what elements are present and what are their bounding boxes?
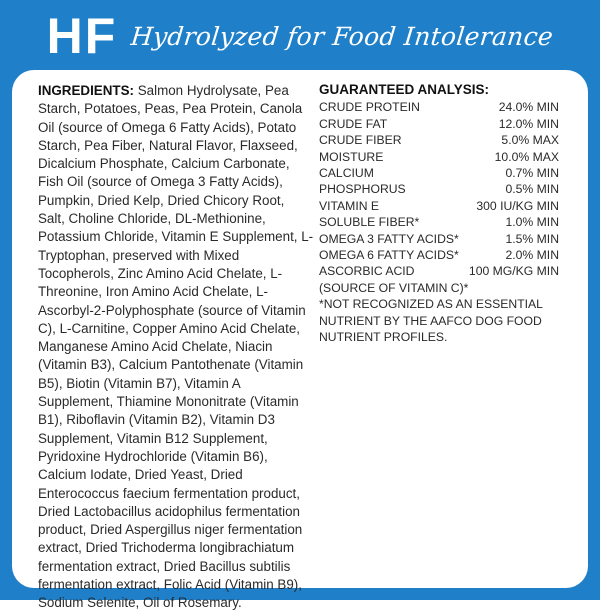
nutrient-value: 10.0% MAX — [494, 149, 559, 164]
guaranteed-analysis — [319, 82, 559, 346]
nutrient-value: 300 IU/KG MIN — [476, 198, 559, 213]
nutrient-value: 0.7% MIN — [505, 166, 559, 181]
nutrient-name: ASCORBIC ACID — [319, 264, 415, 279]
nutrient-name: CRUDE FAT — [319, 116, 388, 131]
product-tagline: Hydrolyzed for Food Intolerance — [129, 21, 555, 51]
analysis-row — [319, 132, 559, 148]
nutrient-value: 1.0% MIN — [505, 215, 559, 230]
analysis-row — [319, 263, 559, 279]
ingredients-text: Salmon Hydrolysate, Pea Starch, Potatoes, Peas, Pea Protein, Canola Oil (source of Omega 6 Fatty Acids), Potato Starch, Pea Fiber, Natural Flavor, Flaxseed, Dicalcium Phosphate, Calcium Carbonate, Fish Oil (source of Omega 3 Fatty Acids), Pumpkin, Dried Kelp, Dried Chicory Root, Salt, Choline Chloride, DL-Methionine, Potassium Chloride, Vitamin E Supplement, L-Tryptophan, preserved with Mixed Tocopherols, Zinc Amino Acid Chelate, L-Threonine, Iron Amino Acid Chelate, L-Ascorbyl-2-Polyphosphate (source of Vitamin C), L-Carnitine, Copper Amino Acid Chelate, Manganese Amino Acid Chelate, Niacin (Vitamin B3), Calcium Pantothenate (Vitamin B5), Biotin (Vitamin B7), Vitamin A Supplement, Thiamine Mononitrate (Vitamin B1), Riboflavin (Vitamin B2), Vitamin D3 Supplement, Vitamin B12 Supplement, Pyridoxine Hydrochloride (Vitamin B6), Calcium Iodate, Dried Yeast, Dried Enterococcus faecium fermentation product, Dried Lactobacillus acidophilus fermentation product, Dried Aspergillus niger fermentation extract, Dried Trichoderma longibrachiatum fermentation extract, Dried Bacillus subtilis fermentation extract, Folic Acid (Vitamin B9), Sodium Selenite, Oil of Rosemary. — [38, 83, 314, 611]
product-code: HF — [46, 8, 118, 64]
analysis-title: GUARANTEED ANALYSIS: — [319, 82, 490, 97]
nutrient-name: CALCIUM — [319, 166, 374, 181]
info-panel — [12, 70, 588, 611]
nutrient-name: CRUDE FIBER — [319, 133, 402, 148]
nutrient-value: 12.0% MIN — [498, 116, 559, 131]
nutrient-value: 1.5% MIN — [505, 231, 559, 246]
analysis-row — [319, 181, 559, 197]
footnote: *NOT RECOGNIZED AS AN ESSENTIAL NUTRIENT BY THE AAFCO DOG FOOD NUTRIENT PROFILES. — [319, 297, 543, 345]
nutrient-value: 2.0% MIN — [505, 248, 559, 263]
nutrient-value: 100 MG/KG MIN — [468, 264, 559, 279]
analysis-row — [319, 198, 559, 214]
analysis-row — [319, 116, 559, 132]
analysis-row — [319, 99, 559, 115]
header — [0, 0, 600, 72]
nutrient-name: OMEGA 6 FATTY ACIDS* — [319, 248, 459, 263]
ingredients-label: INGREDIENTS: — [38, 83, 134, 98]
analysis-row — [319, 214, 559, 230]
nutrient-name: VITAMIN E — [319, 198, 380, 213]
nutrient-value: 24.0% MIN — [498, 100, 559, 115]
analysis-row — [319, 165, 559, 181]
ingredients-block — [38, 82, 314, 613]
nutrient-name: MOISTURE — [319, 149, 384, 164]
nutrient-name: OMEGA 3 FATTY ACIDS* — [319, 231, 459, 246]
nutrient-value: 5.0% MAX — [501, 133, 559, 148]
nutrient-name: PHOSPHORUS — [319, 182, 406, 197]
analysis-table — [319, 99, 559, 279]
analysis-row — [319, 231, 559, 247]
analysis-row — [319, 247, 559, 263]
nutrient-value: 0.5% MIN — [505, 182, 559, 197]
nutrient-name: SOLUBLE FIBER* — [319, 215, 420, 230]
analysis-row — [319, 149, 559, 165]
nutrient-name: CRUDE PROTEIN — [319, 100, 420, 115]
source-line: (SOURCE OF VITAMIN C)* — [319, 280, 469, 295]
